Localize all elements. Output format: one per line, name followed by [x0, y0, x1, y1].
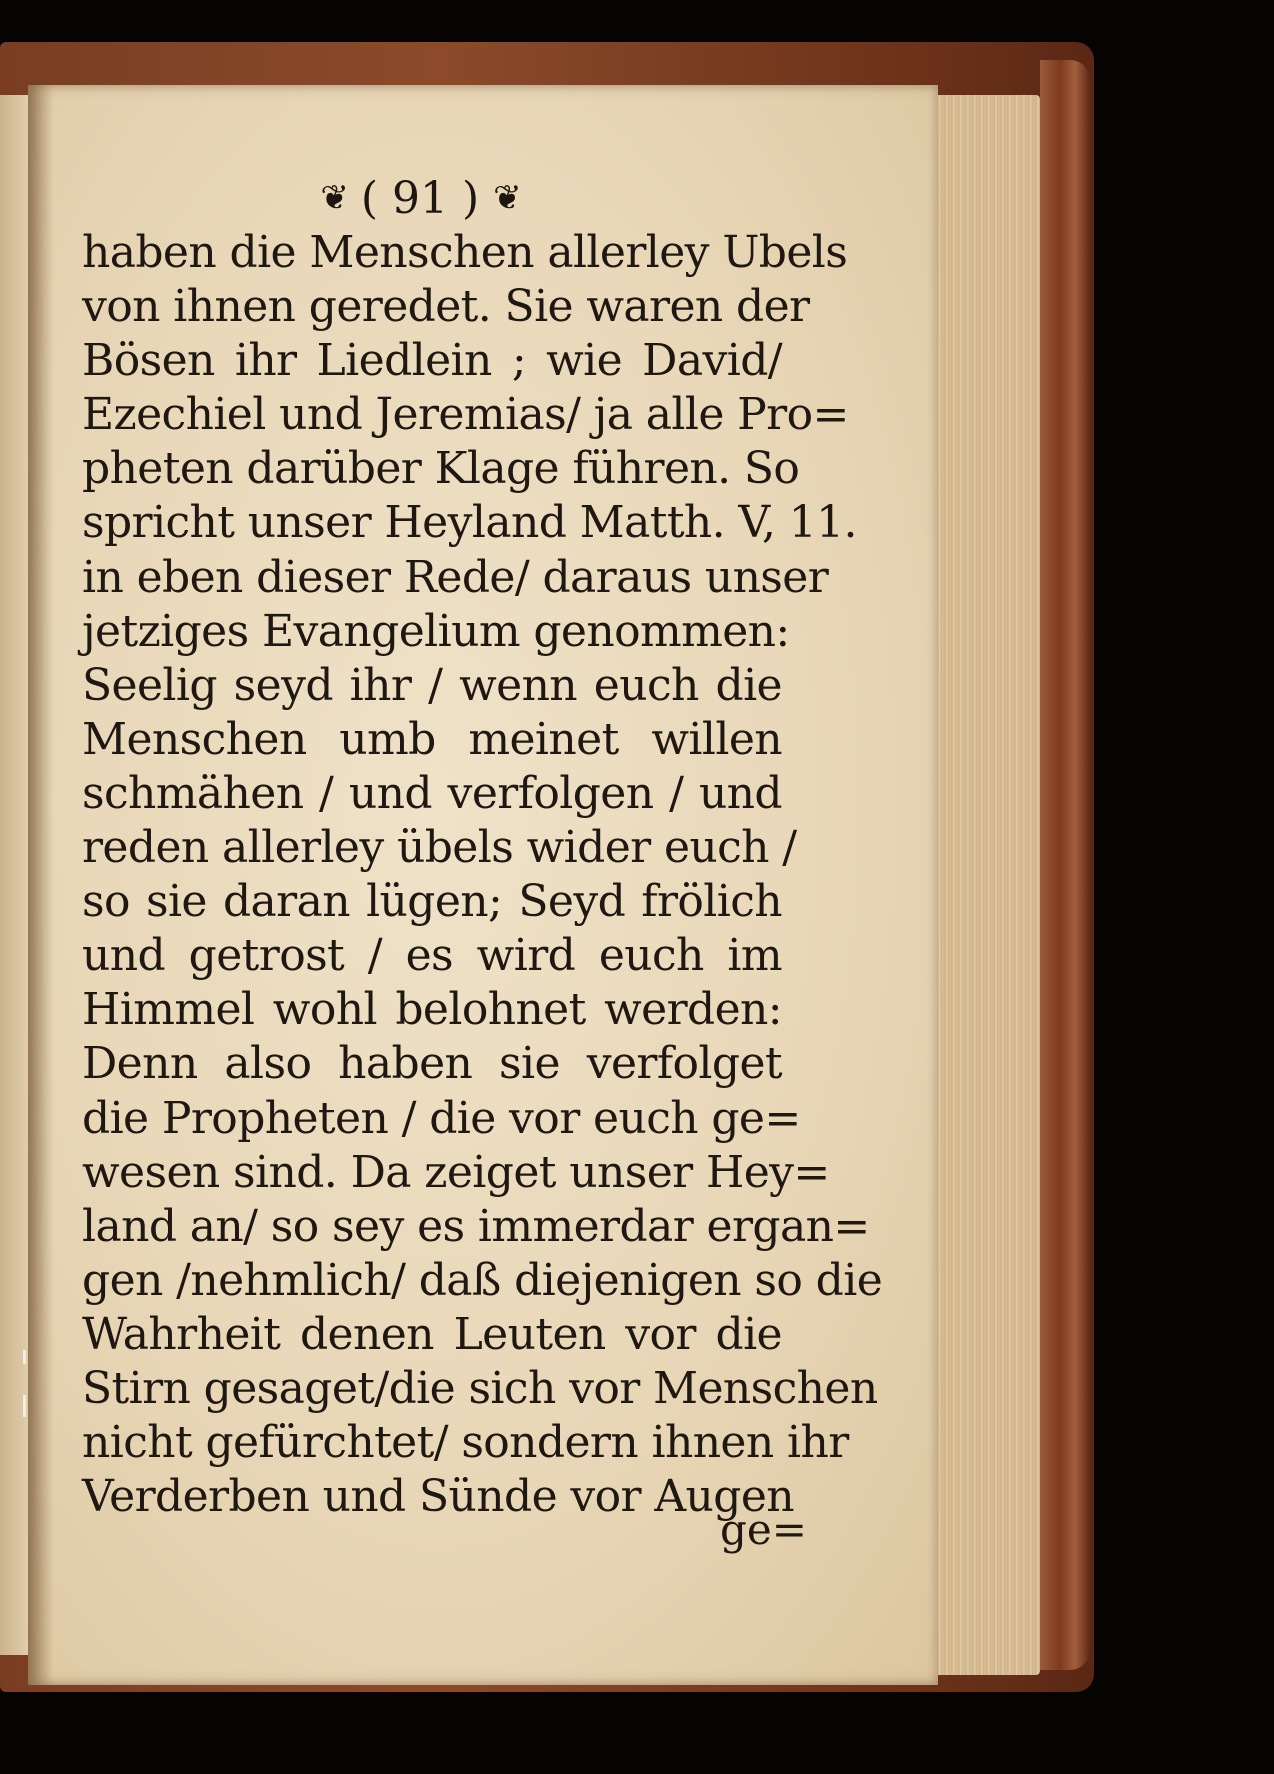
text-line: Seelig seyd ihr / wenn euch die	[82, 659, 782, 711]
text-line: schmähen / und verfolgen / und	[82, 767, 782, 819]
text-line: Stirn gesaget/die sich vor Menschen	[82, 1362, 878, 1414]
facing-page	[0, 95, 30, 1655]
text-line: wesen sind. Da zeiget unser Hey=	[82, 1146, 830, 1198]
page-edges	[935, 95, 1040, 1675]
text-line: Himmel wohl belohnet werden:	[82, 984, 782, 1036]
text-line: die Propheten / die vor euch ge=	[82, 1092, 801, 1144]
text-line: spricht unser Heyland Matth. V, 11.	[82, 497, 857, 549]
text-line: und getrost / es wird euch im	[82, 930, 782, 982]
text-line: haben die Menschen allerley Ubels	[82, 227, 848, 278]
ornament-right-icon: ❦	[493, 178, 520, 218]
text-line: jetziges Evangelium genommen:	[82, 605, 790, 657]
text-line: Denn also haben sie verfolget	[82, 1038, 782, 1090]
ornament-left-icon: ❦	[320, 178, 347, 218]
text-line: gen /nehmlich/ daß diejenigen so die	[82, 1254, 883, 1306]
text-line: nicht gefürchtet/ sondern ihnen ihr	[82, 1417, 849, 1469]
binding-stitch	[23, 1350, 26, 1364]
catchword: ge=	[720, 1505, 807, 1554]
text-line: Ezechiel und Jeremias/ ja alle Pro=	[82, 389, 849, 441]
text-line: Verderben und Sünde vor Augen	[82, 1471, 795, 1523]
text-line: Wahrheit denen Leuten vor die	[82, 1308, 782, 1360]
body-text	[82, 226, 883, 1524]
text-line: so sie daran lügen; Seyd frölich	[82, 876, 782, 928]
text-line: Bösen ihr Liedlein ; wie David/	[82, 335, 782, 387]
text-line: pheten darüber Klage führen. So	[82, 443, 800, 495]
page-number: ( 91 )	[360, 172, 480, 224]
cover-spine-edge	[1040, 60, 1090, 1670]
page-gutter	[28, 85, 54, 1685]
text-line: reden allerley übels wider euch /	[82, 822, 797, 874]
binding-stitch	[23, 1395, 26, 1417]
text-line: von ihnen geredet. Sie waren der	[82, 281, 810, 333]
text-line: in eben dieser Rede/ daraus unser	[82, 551, 829, 603]
running-head	[270, 170, 570, 226]
text-line: land an/ so sey es immerdar ergan=	[82, 1200, 870, 1252]
text-line: Menschen umb meinet willen	[82, 713, 782, 765]
